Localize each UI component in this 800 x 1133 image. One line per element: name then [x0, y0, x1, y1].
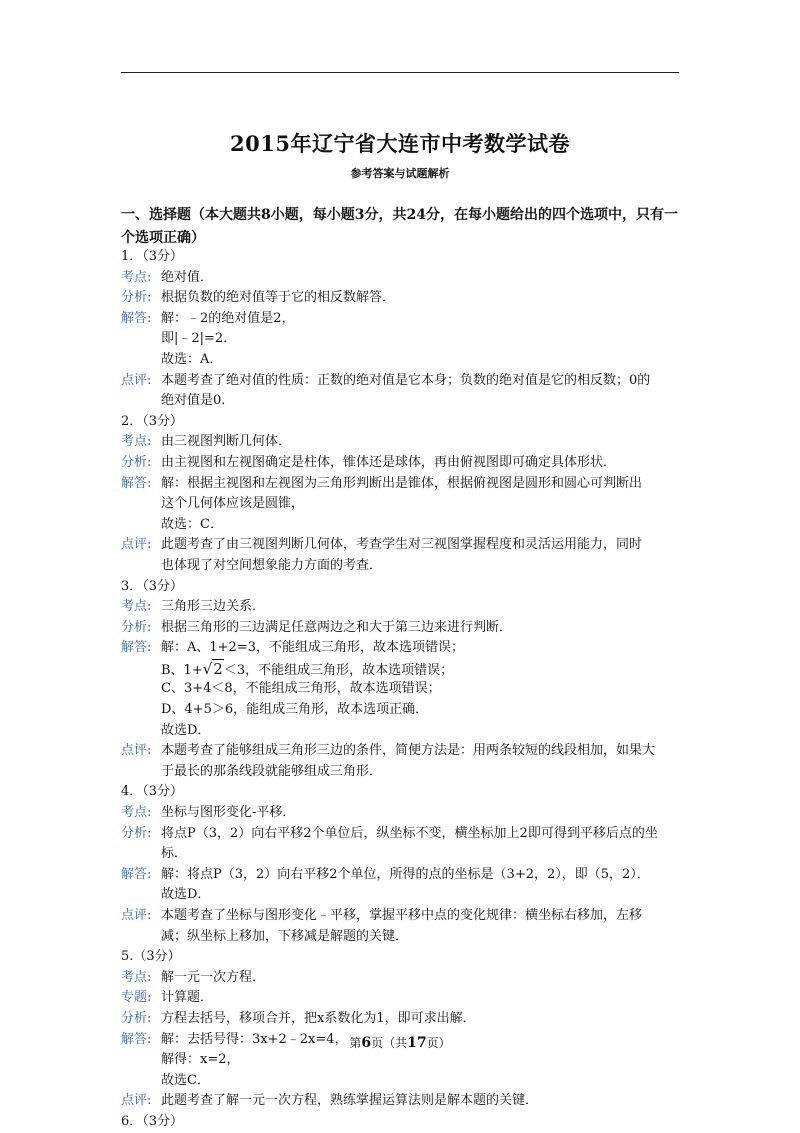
dianping-line: 也体现了对空间想象能力方面的考查． [161, 557, 383, 573]
kaodian-text: 绝对值． [161, 269, 214, 285]
dianping-line: 于最长的那条线段就能够组成三角形． [161, 763, 383, 779]
sqrt-symbol: √2 [202, 659, 223, 678]
kaodian-row [121, 597, 686, 618]
answer-body [121, 247, 686, 1133]
fenxi-row [121, 288, 686, 309]
fenxi-label: 分析: [121, 619, 152, 635]
fenxi-label: 分析: [121, 454, 152, 470]
question-number: 6．（3分） [121, 1113, 184, 1129]
jieda-text: 解：A、1+2=3，不能组成三角形，故本选项错误； [161, 640, 464, 656]
jieda-line: 解得：x=2， [161, 1052, 240, 1068]
jieda-line: 这个几何体应该是圆锥， [161, 496, 305, 512]
dianping-text: 此题考查了解一元一次方程，熟练掌握运算法则是解本题的关键． [161, 1093, 539, 1109]
jieda-text: 解：去括号得：3x+2﹣2x=4， [161, 1031, 348, 1047]
kaodian-label: 考点: [121, 434, 152, 450]
fenxi-row [121, 1009, 686, 1030]
jieda-line: 故选：C． [161, 516, 223, 532]
dianping-row [121, 1091, 686, 1112]
jieda-line: 故选D． [161, 722, 211, 738]
footer-suffix: 页） [426, 1036, 451, 1050]
dianping-label: 点评: [121, 1093, 152, 1109]
fenxi-text: 根据三角形的三边满足任意两边之和大于第三边来进行判断． [161, 619, 513, 635]
option-b-prefix: B、1+ [161, 662, 203, 678]
zhuanti-label: 专题: [121, 990, 152, 1006]
dianping-label: 点评: [121, 372, 152, 388]
jieda-text: 解：根据主视图和左视图为三角形判断出是锥体，根据俯视图是圆形和圆心可判断出 [161, 475, 643, 491]
jieda-text: 解：﹣2的绝对值是2， [161, 310, 295, 326]
fenxi-line: 标． [161, 846, 188, 862]
footer-mid: 页（共 [371, 1036, 408, 1050]
fenxi-row [121, 824, 686, 845]
kaodian-text: 解一元一次方程． [161, 969, 266, 985]
dianping-row [121, 741, 686, 762]
fenxi-label: 分析: [121, 290, 152, 306]
jieda-line: C、3+4＜8，不能组成三角形，故本选项错误； [161, 681, 441, 697]
dianping-row [121, 371, 686, 392]
dianping-label: 点评: [121, 908, 152, 923]
header-rule [121, 72, 679, 73]
jieda-label: 解答: [121, 475, 152, 491]
kaodian-text: 由三视图判断几何体． [161, 434, 292, 450]
jieda-label: 解答: [121, 640, 152, 656]
dianping-text: 本题考查了坐标与图形变化﹣平移，掌握平移中点的变化规律：横坐标右移加，左移 [161, 908, 643, 923]
jieda-line: 故选D． [161, 887, 211, 903]
sqrt-radicand: 2 [213, 659, 223, 678]
kaodian-label: 考点: [121, 969, 152, 985]
fenxi-label: 分析: [121, 1010, 152, 1026]
jieda-row [121, 638, 686, 659]
jieda-label: 解答: [121, 1031, 152, 1047]
kaodian-row [121, 432, 686, 453]
kaodian-row [121, 968, 686, 989]
jieda-line: 故选C． [161, 1072, 210, 1088]
dianping-line: 减；纵坐标上移加，下移减是解题的关键． [161, 928, 409, 944]
zhuanti-text: 计算题． [161, 990, 214, 1006]
kaodian-text: 坐标与图形变化-平移． [161, 805, 296, 821]
kaodian-text: 三角形三边关系． [161, 599, 266, 615]
jieda-line: 即|﹣2|=2． [161, 331, 237, 347]
question-number: 2．（3分） [121, 413, 184, 429]
dianping-row [121, 906, 686, 927]
dianping-label: 点评: [121, 743, 152, 759]
dianping-text: 本题考查了能够组成三角形三边的条件，简便方法是：用两条较短的线段相加，如果大 [161, 743, 656, 759]
footer-total-pages: 17 [407, 1035, 427, 1051]
footer-prefix: 第 [349, 1036, 362, 1050]
question-number: 4．（3分） [121, 784, 184, 800]
jieda-row [121, 309, 686, 330]
fenxi-text: 将点P（3，2）向右平移2个单位后，纵坐标不变，横坐标加上2即可得到平移后点的坐 [161, 825, 658, 841]
fenxi-text: 由主视图和左视图确定是柱体，锥体还是球体，再由俯视图即可确定具体形状． [161, 454, 617, 470]
page-footer [0, 1031, 800, 1051]
dianping-label: 点评: [121, 537, 152, 553]
dianping-text: 此题考查了由三视图判断几何体，考查学生对三视图掌握程度和灵活运用能力，同时 [161, 537, 643, 553]
fenxi-text: 根据负数的绝对值等于它的相反数解答． [161, 290, 396, 306]
footer-page-number: 6 [361, 1035, 372, 1051]
dianping-line: 绝对值是0． [161, 393, 235, 409]
jieda-line-sqrt [121, 659, 686, 680]
kaodian-label: 考点: [121, 269, 152, 285]
fenxi-row [121, 618, 686, 639]
kaodian-row [121, 268, 686, 289]
zhuanti-row [121, 988, 686, 1009]
question-number: 3．（3分） [121, 578, 184, 594]
kaodian-label: 考点: [121, 805, 152, 821]
jieda-row [121, 474, 686, 495]
jieda-label: 解答: [121, 310, 152, 326]
kaodian-label: 考点: [121, 599, 152, 615]
fenxi-text: 方程去括号，移项合并，把x系数化为1，即可求出解． [161, 1010, 476, 1026]
page-subtitle: 参考答案与试题解析 [350, 167, 450, 180]
jieda-text: 解：将点P（3，2）向右平移2个单位，所得的点的坐标是（3+2，2），即（5，2）． [161, 866, 650, 882]
jieda-line: 故选：A． [161, 351, 223, 367]
question-number: 5.（3分） [121, 949, 181, 965]
question-number: 1．（3分） [121, 249, 184, 264]
dianping-row [121, 535, 686, 556]
jieda-label: 解答: [121, 866, 152, 882]
jieda-row [121, 865, 686, 886]
section-heading: 一、选择题（本大题共8小题，每小题3分，共24分，在每小题给出的四个选项中，只有一个选项正确） [121, 207, 678, 246]
jieda-line: D、4+5＞6，能组成三角形，故本选项正确． [161, 702, 429, 718]
fenxi-row [121, 453, 686, 474]
kaodian-row [121, 803, 686, 824]
page-title: 2015年辽宁省大连市中考数学试卷 [230, 131, 570, 156]
fenxi-label: 分析: [121, 825, 152, 841]
option-b-suffix: ＜3，不能组成三角形，故本选项错误； [223, 662, 454, 678]
dianping-text: 本题考查了绝对值的性质：正数的绝对值是它本身；负数的绝对值是它的相反数；0的 [161, 372, 651, 388]
